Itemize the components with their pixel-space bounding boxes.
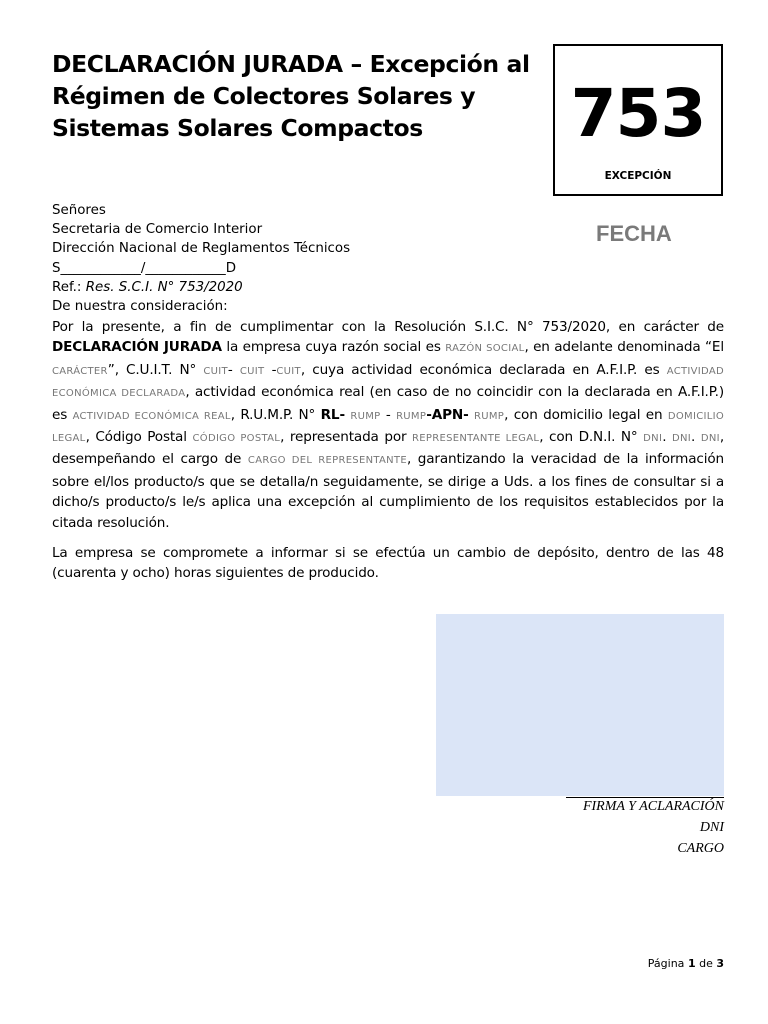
- text-segment: , garantizando la veracidad de la información sobre el/los producto/s que se detalla/n seguidamente, se dirige a Uds. a los fines de consultar si a dicho/s producto/s le/s aplica una excepción al cumplimiento de los requisitos establecidos por la citada resolución.: [52, 451, 724, 531]
- placeholder-rump-3[interactable]: RUMP: [474, 410, 505, 422]
- placeholder-rump-1[interactable]: RUMP: [350, 410, 381, 422]
- current-page: 1: [687, 957, 696, 970]
- signature-field[interactable]: [436, 614, 724, 796]
- reference-line: [52, 278, 532, 297]
- declaration-body: [52, 317, 724, 584]
- signature-labels: [583, 796, 724, 859]
- text-segment: , con D.N.I. N°: [539, 429, 644, 446]
- of-word: de: [699, 957, 713, 970]
- placeholder-domicilio[interactable]: DOMICILIO LEGAL: [52, 410, 725, 445]
- recipient-org-2: Dirección Nacional de Reglamentos Técnicos: [52, 241, 351, 257]
- signature-label-dni: DNI: [699, 820, 724, 835]
- reference-label: Ref.:: [52, 279, 82, 295]
- resolution-code-box: [553, 44, 723, 196]
- text-segment: , desempeñando el cargo de: [52, 429, 725, 468]
- rump-prefix: RL-: [320, 406, 345, 423]
- recipient-org-1: Secretaria de Comercio Interior: [52, 222, 263, 238]
- placeholder-dni-2[interactable]: DNI: [672, 433, 692, 445]
- text-segment: .: [662, 429, 672, 446]
- text-segment: -: [380, 406, 391, 423]
- text-segment: , actividad económica real (en caso de no coincidir con la declarada en A.F.I.P.) es: [52, 384, 724, 423]
- placeholder-cargo[interactable]: CARGO DEL REPRESENTANTE: [247, 455, 407, 467]
- declaration-paragraph-2: La empresa se compromete a informar si se efectúa un cambio de depósito, dentro de las 48 (cuarenta y ocho) horas siguientes de producido.: [52, 545, 724, 582]
- placeholder-razon-social[interactable]: RAZÓN SOCIAL: [445, 343, 525, 355]
- title-line-1: DECLARACIÓN JURADA – Excepción al: [52, 50, 530, 78]
- signature-label-firma: FIRMA Y ACLARACIÓN: [582, 799, 724, 814]
- placeholder-cuit-2[interactable]: CUIT: [239, 365, 265, 377]
- salutation: De nuestra consideración:: [52, 299, 228, 315]
- placeholder-actividad-declarada[interactable]: ACTIVIDAD ECONÓMICA DECLARADA: [52, 365, 725, 400]
- text-segment: , representada por: [280, 429, 413, 446]
- placeholder-cuit-1[interactable]: CUIT: [203, 365, 228, 377]
- document-title: [52, 48, 552, 144]
- placeholder-dni-3[interactable]: DNI: [700, 433, 720, 445]
- placeholder-rump-2[interactable]: RUMP: [396, 410, 427, 422]
- text-segment: , en adelante denominada “El: [524, 339, 724, 356]
- text-segment: Por la presente, a fin de cumplimentar con la Resolución S.I.C. N° 753/2020, en carácter de: [52, 319, 724, 335]
- rump-apn: -APN-: [426, 406, 469, 423]
- declaration-emphasis: DECLARACIÓN JURADA: [52, 339, 222, 356]
- date-field-label[interactable]: FECHA: [596, 221, 672, 246]
- total-pages: 3: [716, 957, 724, 970]
- greeting: Señores: [52, 203, 106, 218]
- text-segment: -: [227, 361, 240, 378]
- text-segment: , con domicilio legal en: [504, 406, 668, 423]
- placeholder-caracter[interactable]: CARÁCTER: [52, 365, 108, 377]
- placeholder-codigo-postal[interactable]: CÓDIGO POSTAL: [192, 433, 281, 445]
- text-segment: , Código Postal: [85, 429, 193, 446]
- signature-label-cargo: CARGO: [677, 841, 724, 856]
- placeholder-actividad-real[interactable]: ACTIVIDAD ECONÓMICA REAL: [72, 410, 231, 422]
- text-segment: -: [264, 361, 277, 378]
- resolution-caption: EXCEPCIÓN: [604, 170, 672, 182]
- title-line-2: Régimen de Colectores Solares y: [52, 82, 476, 110]
- placeholder-dni-1[interactable]: DNI: [643, 433, 663, 445]
- placeholder-cuit-3[interactable]: CUIT: [276, 365, 301, 377]
- text-segment: ”, C.U.I.T. N°: [107, 361, 204, 378]
- text-segment: la empresa cuya razón social es: [221, 339, 446, 356]
- resolution-number: 753: [570, 75, 706, 152]
- text-segment: , cuya actividad económica declarada en A.F.I.P. es: [300, 361, 667, 378]
- page-word: Página: [647, 957, 685, 970]
- letter-header: [52, 201, 532, 316]
- page-number: [648, 957, 724, 970]
- text-segment: .: [691, 429, 701, 446]
- declaration-paragraph-1: [52, 317, 724, 533]
- title-line-3: Sistemas Solares Compactos: [52, 114, 423, 142]
- placeholder-representante[interactable]: REPRESENTANTE LEGAL: [412, 433, 540, 445]
- reference-value: Res. S.C.I. N° 753/2020: [85, 279, 243, 295]
- recipient-address: S____________/____________D: [52, 260, 237, 276]
- text-segment: , R.U.M.P. N°: [230, 406, 321, 423]
